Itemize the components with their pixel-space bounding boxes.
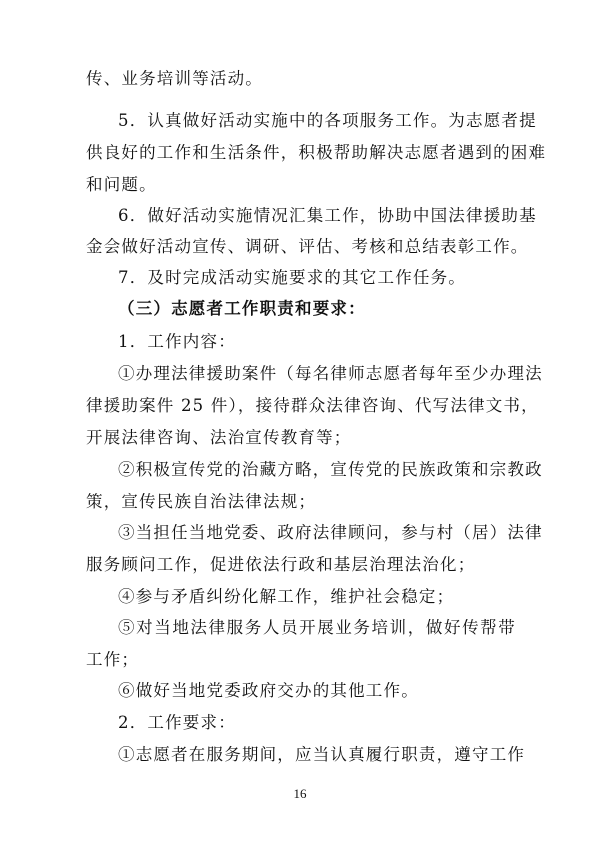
text-line: 2．工作要求： — [118, 713, 236, 732]
text-line: 7．及时完成活动实施要求的其它工作任务。 — [118, 268, 466, 287]
text-line: 律援助案件 25 件），接待群众法律咨询、代写法律文书， — [86, 396, 539, 415]
text-line: ①志愿者在服务期间，应当认真履行职责，遵守工作 — [118, 745, 526, 764]
text-line: 5．认真做好活动实施中的各项服务工作。为志愿者提 — [118, 111, 537, 130]
text-line: ①办理法律援助案件（每名律师志愿者每年至少办理法 — [118, 364, 543, 383]
page-number: 16 — [293, 786, 307, 801]
text-line: ②积极宣传党的治藏方略，宣传党的民族政策和宗教政 — [118, 460, 543, 479]
text-line: ④参与矛盾纠纷化解工作，维护社会稳定； — [118, 587, 455, 606]
text-line: 传、业务培训等活动。 — [86, 69, 263, 88]
text-line: 金会做好活动宣传、调研、评估、考核和总结表彰工作。 — [86, 237, 529, 256]
text-line: 工作； — [86, 650, 140, 669]
text-line: 开展法律咨询、法治宣传教育等； — [86, 428, 352, 447]
text-line: 6．做好活动实施情况汇集工作，协助中国法律援助基 — [118, 206, 537, 225]
text-line: 服务顾问工作，促进依法行政和基层治理法治化； — [86, 555, 476, 574]
text-line: ⑥做好当地党委政府交办的其他工作。 — [118, 681, 419, 700]
text-line: ③当担任当地党委、政府法律顾问，参与村（居）法律 — [118, 523, 543, 542]
text-line: 策，宣传民族自治法律法规； — [86, 492, 317, 511]
text-line: 1．工作内容： — [118, 332, 236, 351]
section-heading: （三）志愿者工作职责和要求： — [118, 299, 366, 318]
text-line: ⑤对当地法律服务人员开展业务培训，做好传帮带 — [118, 618, 516, 637]
text-line: 和问题。 — [86, 175, 157, 194]
text-line: 供良好的工作和生活条件，积极帮助解决志愿者遇到的困难 — [86, 143, 547, 162]
